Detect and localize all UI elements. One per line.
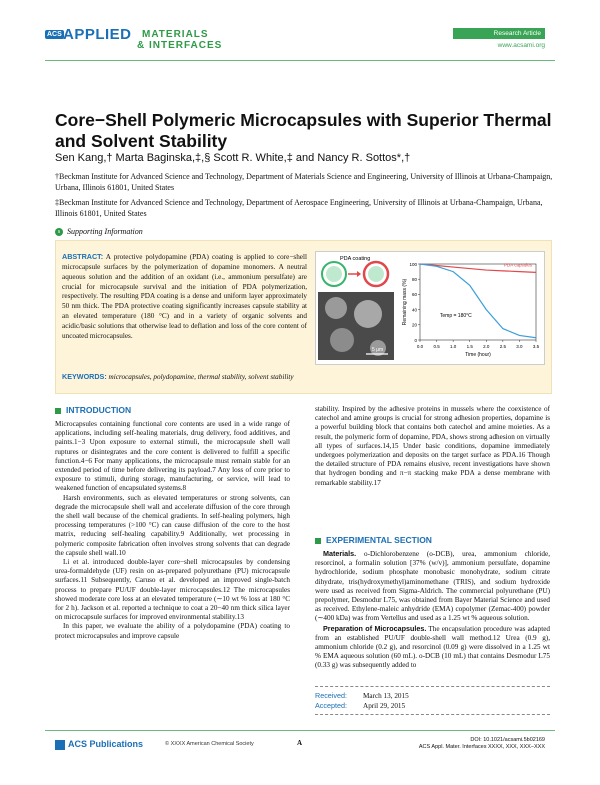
- x-tick-label: 3.5: [532, 344, 540, 349]
- received-date: March 13, 2015: [363, 692, 409, 700]
- received-dates: [315, 691, 409, 711]
- footer-divider: [45, 730, 555, 731]
- received-divider-top: [315, 686, 550, 687]
- intro-paragraph-1: Microcapsules containing functional core contents are used in a wide range of applications, including self-healing materials, drug delivery, food additives, and paints.1−3 Upon exposure to external stimuli, the microcapsule shell wall ruptures or disintegrates and the core content is delivered to fulfill a specific function.4−6 For many applications, the microcapsule must remain stable for an extended period of time before delivering its payload.7 Any loss of core prior to exposure to stimuli, during storage, manufacturing, or service, will lead to weakened function of encapsulated systems.8: [55, 420, 290, 493]
- experimental-heading-text: EXPERIMENTAL SECTION: [326, 535, 432, 545]
- x-tick-label: 0.5: [433, 344, 440, 349]
- toc-graphic-svg: [316, 252, 544, 364]
- x-tick-label: 1.5: [466, 344, 473, 349]
- article-type-badge: Research Article: [453, 28, 545, 39]
- plot-frame: [420, 264, 536, 340]
- logo-applied: APPLIED: [63, 26, 132, 43]
- introduction-heading: [55, 405, 131, 415]
- supporting-info-link[interactable]: [55, 227, 143, 236]
- mass-loss-chart: [402, 262, 540, 358]
- author-list: Sen Kang,† Marta Baginska,‡,§ Scott R. White,‡ and Nancy R. Sottos*,†: [55, 152, 411, 164]
- section-square-icon: [315, 538, 321, 544]
- preparation-text: The encapsulation procedure was adapted from an established PU/UF double-shell wall method.12 Urea (0.9 g), ammonium chloride (0.2 g), and resorcinol (0.09 g) were dissolved in a 1.25 wt % EMA aqueous solution (60 mL). o-DCB (10 mL) that contains Desmodur L75 (0.33 g) was subsequently added to: [315, 624, 550, 670]
- introduction-body: [55, 420, 290, 641]
- acs-logo-icon: [55, 740, 65, 750]
- x-tick-label: 0.0: [416, 344, 424, 349]
- logo-materials: MATERIALS: [142, 29, 209, 40]
- intro-paragraph-4: In this paper, we evaluate the ability of a polydopamine (PDA) coating to protect microcapsules and improve capsule: [55, 622, 290, 640]
- materials-label: Materials.: [323, 549, 357, 558]
- y-tick-label: 40: [411, 307, 417, 313]
- x-tick-label: 1.0: [450, 344, 457, 349]
- keywords-list: microcapsules, polydopamine, thermal stability, solvent stability: [106, 373, 294, 381]
- pda-label: PDA coating: [340, 256, 371, 262]
- page-number: A: [297, 739, 303, 747]
- received-row: [315, 691, 409, 701]
- journal-citation: ACS Appl. Mater. Interfaces XXXX, XXX, XXX−XXX: [418, 744, 545, 750]
- journal-url[interactable]: www.acsami.org: [497, 42, 545, 49]
- materials-text: o-Dichlorobenzene (o-DCB), urea, ammonium chloride, resorcinol, a formalin solution [37% (w/v)], ammonium persulfate, dopamine hydrochloride, sodium phosphate monobasic monohydrate, sodium citrate dihydrate, tris(hydroxymethyl)aminomethane (TRIS), and sodium hydroxide were used as received from Sigma-Aldrich. The commercial polyurethane (PU) prepolymer, Desmodur L75, was obtained from Bayer Material Science and used as received. Ethylene-maleic anhydride (EMA) copolymer (Zemac-400) powder (∼400 kDa) was from Vertellus and used as a 1.25 wt % aqueous solution.: [315, 550, 550, 623]
- copyright: © XXXX American Chemical Society: [165, 741, 254, 747]
- sem-capsule-1: [325, 297, 347, 319]
- y-axis-label: Remaining mass (%): [402, 278, 408, 326]
- paper-title: Core−Shell Polymeric Microcapsules with Superior Thermal and Solvent Stability: [55, 110, 552, 151]
- continuation-paragraph: stability. Inspired by the adhesive proteins in mussels where the coexistence of catechol and amine groups is crucial for strong adhesion properties, dopamine is a powerful building block that contains both catechol and amine moieties. As a result, the polymeric form of dopamine, PDA, shows strong adhesion on virtually all types of surfaces.14,15 Under basic conditions, dopamine immediately undergoes polymerization and deposits on the target surface as PDA.16 Though the detailed structure of PDA remains elusive, recent investigations have shown that hydrogen bonding and π−π stacking make PDA a dense membrane with remarkable stability.17: [315, 405, 550, 487]
- sem-capsule-3: [330, 328, 354, 352]
- accepted-row: [315, 701, 409, 711]
- affiliation-1: †Beckman Institute for Advanced Science and Technology, Department of Materials Science and Engineering, University of Illinois at Urbana-Champaign, Urbana, Illinois 61801, United States: [55, 172, 553, 192]
- y-tick-label: 20: [411, 322, 417, 328]
- affiliation-2: ‡Beckman Institute for Advanced Science and Technology, Department of Aerospace Engineering, University of Illinois at Urbana-Champaign, Urbana, Illinois 61801, United States: [55, 198, 543, 218]
- info-icon: s: [55, 228, 63, 236]
- x-axis-label: Time (hour): [465, 352, 491, 358]
- x-tick-label: 2.0: [483, 344, 490, 349]
- toc-graphic: [315, 251, 545, 365]
- keywords-label: KEYWORDS:: [62, 372, 107, 381]
- y-tick-label: 0: [414, 337, 417, 343]
- acs-publications-logo: [55, 739, 143, 750]
- legend-pda: PDA capsules: [503, 262, 532, 268]
- publisher-name: ACS Publications: [68, 739, 144, 749]
- received-label: Received:: [315, 691, 347, 700]
- section-square-icon: [55, 408, 61, 414]
- received-divider-bottom: [315, 714, 550, 715]
- accepted-date: April 29, 2015: [363, 702, 406, 710]
- journal-logo: [45, 26, 285, 52]
- temperature-annotation: Temp = 180°C: [439, 313, 472, 320]
- doi-link[interactable]: DOI: 10.1021/acsami.5b02169: [470, 737, 545, 743]
- acs-mark: ACS: [47, 31, 62, 38]
- abstract: [62, 252, 307, 342]
- header-divider: [45, 60, 555, 61]
- doi-block: [419, 737, 545, 751]
- introduction-heading-text: INTRODUCTION: [66, 405, 132, 415]
- accepted-label: Accepted:: [315, 701, 347, 710]
- x-tick-label: 3.0: [516, 344, 523, 349]
- y-tick-label: 80: [411, 277, 417, 282]
- intro-paragraph-2: Harsh environments, such as elevated temperatures or strong solvents, can degrade the microcapsule shell wall and accelerate diffusion of the core through the shell wall because of the chemical gradients. In self-healing polymers, high processing temperatures (>100 °C) can cause diffusion of the core to the host matrix, reducing self-healing capability.9 Additionally, wet processing in polymeric composite fabrication often involves strong solvents that can degrade the capsule shell wall.10: [55, 493, 290, 557]
- materials-paragraph: [315, 549, 550, 624]
- capsule-core-right: [368, 266, 384, 282]
- abstract-label: ABSTRACT:: [62, 252, 104, 261]
- experimental-body: [315, 549, 550, 671]
- supporting-info-label: Supporting Information: [67, 227, 143, 236]
- intro-paragraph-3: Li et al. introduced double-layer core−shell microcapsules by condensing urea-formaldehyde (UF) resin on as-prepared polyurethane (PU) microcapsule surfaces.11 Subsequently, Caruso et al. developed an improved single-batch process to prepare PU/UF double-layer microcapsules.12 The microcapsules showed moderate core loss at an elevated temperature (∼10 wt % loss at 180 °C for 2 h). Jackson et al. reported a technique to coat a 20−40 nm thick silica layer on microcapsule surfaces for improved environmental stability.13: [55, 558, 290, 622]
- y-tick-label: 60: [411, 292, 417, 298]
- x-tick-label: 2.5: [499, 344, 506, 349]
- capsule-core-left: [326, 266, 342, 282]
- experimental-heading: [315, 535, 432, 545]
- scale-bar-label: 5 μm: [372, 347, 384, 353]
- logo-interfaces: & INTERFACES: [137, 40, 223, 51]
- keywords: [62, 372, 532, 381]
- preparation-paragraph: [315, 624, 550, 671]
- sem-capsule-2: [354, 300, 382, 328]
- right-column-body: [315, 405, 550, 488]
- y-tick-label: 100: [409, 261, 417, 267]
- preparation-label: Preparation of Microcapsules.: [323, 623, 427, 633]
- abstract-body: A protective polydopamine (PDA) coating is applied to core−shell microcapsule surfaces by the polymerization of dopamine monomers. A neutral aqueous solution and the addition of an oxidant (i.e., ammonium persulfate) are crucial for microcapsule survival and the initiation of PDA polymerization, respectively. The resulting PDA coating is a dense and uniform layer approximately 50 nm thick. The PDA protective coating significantly increases capsule stability at an elevated temperature (180 °C) and in a variety of organic solvents and acidic/basic solutions that otherwise lead to deflation and loss of the core content of uncoated microcapsules.: [62, 253, 307, 340]
